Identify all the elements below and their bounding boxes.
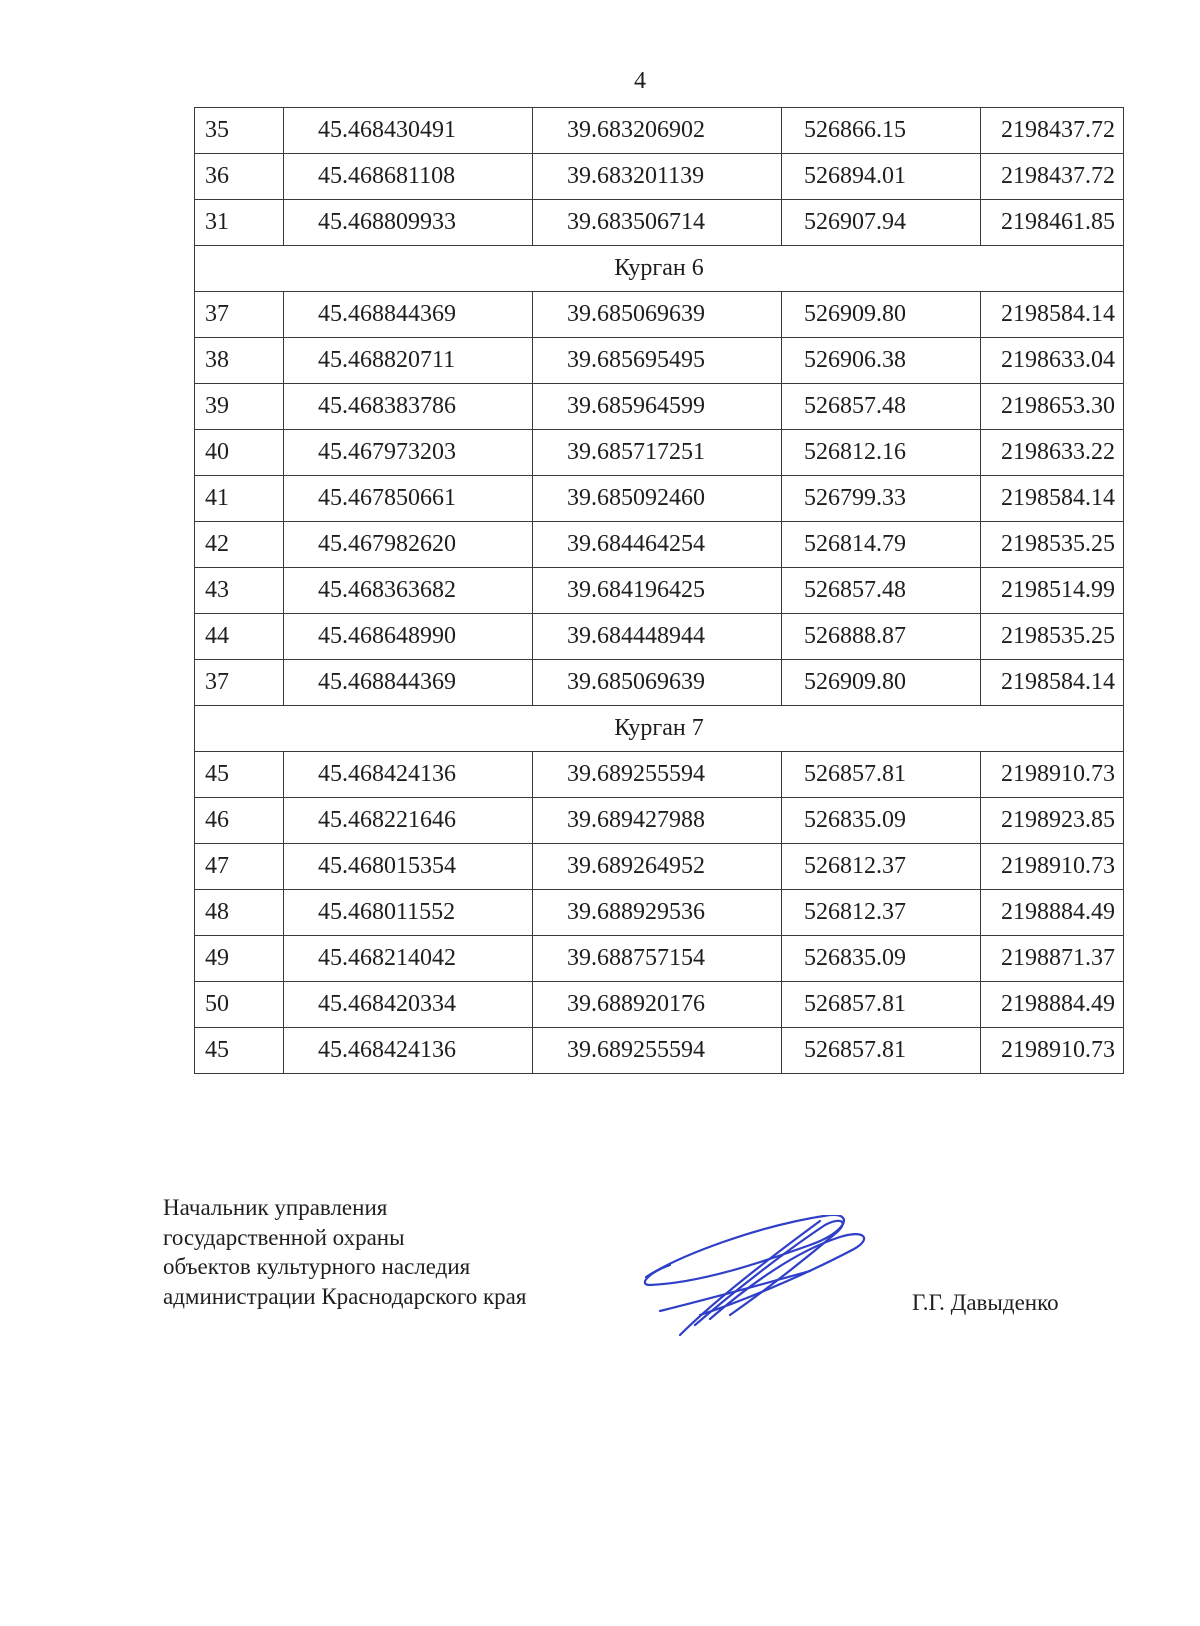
x-coordinate-cell: 526812.37 [782, 844, 981, 890]
section-header-row [195, 246, 1124, 292]
y-coordinate-cell: 2198923.85 [981, 798, 1124, 844]
table-row [195, 154, 1124, 200]
point-number-cell: 47 [195, 844, 284, 890]
x-coordinate-cell: 526835.09 [782, 798, 981, 844]
table-row [195, 982, 1124, 1028]
section-title: Курган 6 [195, 246, 1124, 292]
table-row [195, 844, 1124, 890]
point-number-cell: 37 [195, 292, 284, 338]
longitude-cell: 39.685717251 [533, 430, 782, 476]
longitude-cell: 39.688929536 [533, 890, 782, 936]
y-coordinate-cell: 2198910.73 [981, 752, 1124, 798]
longitude-cell: 39.685069639 [533, 660, 782, 706]
x-coordinate-cell: 526857.48 [782, 568, 981, 614]
table-row [195, 108, 1124, 154]
longitude-cell: 39.689255594 [533, 1028, 782, 1074]
signatory-position [163, 1193, 526, 1311]
x-coordinate-cell: 526799.33 [782, 476, 981, 522]
longitude-cell: 39.689264952 [533, 844, 782, 890]
table-row [195, 614, 1124, 660]
table-row [195, 522, 1124, 568]
section-header-row [195, 706, 1124, 752]
latitude-cell: 45.468424136 [284, 1028, 533, 1074]
longitude-cell: 39.685069639 [533, 292, 782, 338]
point-number-cell: 42 [195, 522, 284, 568]
y-coordinate-cell: 2198535.25 [981, 614, 1124, 660]
latitude-cell: 45.467973203 [284, 430, 533, 476]
page-number: 4 [634, 68, 646, 94]
y-coordinate-cell: 2198584.14 [981, 292, 1124, 338]
longitude-cell: 39.683201139 [533, 154, 782, 200]
longitude-cell: 39.685092460 [533, 476, 782, 522]
x-coordinate-cell: 526835.09 [782, 936, 981, 982]
signer-name: Г.Г. Давыденко [912, 1290, 1059, 1315]
point-number-cell: 37 [195, 660, 284, 706]
table-row [195, 798, 1124, 844]
longitude-cell: 39.683506714 [533, 200, 782, 246]
point-number-cell: 40 [195, 430, 284, 476]
latitude-cell: 45.468820711 [284, 338, 533, 384]
latitude-cell: 45.468420334 [284, 982, 533, 1028]
table-row [195, 890, 1124, 936]
y-coordinate-cell: 2198910.73 [981, 844, 1124, 890]
table-row [195, 752, 1124, 798]
table-row [195, 568, 1124, 614]
point-number-cell: 50 [195, 982, 284, 1028]
position-line: Начальник управления [163, 1195, 388, 1220]
longitude-cell: 39.684196425 [533, 568, 782, 614]
coordinates-table [194, 107, 1124, 1074]
x-coordinate-cell: 526812.16 [782, 430, 981, 476]
table-row [195, 292, 1124, 338]
y-coordinate-cell: 2198871.37 [981, 936, 1124, 982]
y-coordinate-cell: 2198535.25 [981, 522, 1124, 568]
latitude-cell: 45.468809933 [284, 200, 533, 246]
y-coordinate-cell: 2198633.22 [981, 430, 1124, 476]
position-line: объектов культурного наследия [163, 1254, 471, 1279]
longitude-cell: 39.689255594 [533, 752, 782, 798]
latitude-cell: 45.468214042 [284, 936, 533, 982]
point-number-cell: 44 [195, 614, 284, 660]
latitude-cell: 45.468221646 [284, 798, 533, 844]
y-coordinate-cell: 2198437.72 [981, 154, 1124, 200]
position-line: администрации Краснодарского края [163, 1283, 527, 1309]
x-coordinate-cell: 526866.15 [782, 108, 981, 154]
longitude-cell: 39.685695495 [533, 338, 782, 384]
x-coordinate-cell: 526812.37 [782, 890, 981, 936]
latitude-cell: 45.468383786 [284, 384, 533, 430]
x-coordinate-cell: 526888.87 [782, 614, 981, 660]
latitude-cell: 45.468648990 [284, 614, 533, 660]
longitude-cell: 39.688757154 [533, 936, 782, 982]
x-coordinate-cell: 526909.80 [782, 292, 981, 338]
point-number-cell: 38 [195, 338, 284, 384]
table-row [195, 430, 1124, 476]
table-row [195, 200, 1124, 246]
x-coordinate-cell: 526857.48 [782, 384, 981, 430]
table-row [195, 476, 1124, 522]
x-coordinate-cell: 526857.81 [782, 752, 981, 798]
table-row [195, 660, 1124, 706]
table-row [195, 338, 1124, 384]
longitude-cell: 39.684464254 [533, 522, 782, 568]
latitude-cell: 45.467982620 [284, 522, 533, 568]
y-coordinate-cell: 2198584.14 [981, 660, 1124, 706]
longitude-cell: 39.688920176 [533, 982, 782, 1028]
point-number-cell: 49 [195, 936, 284, 982]
x-coordinate-cell: 526907.94 [782, 200, 981, 246]
latitude-cell: 45.468011552 [284, 890, 533, 936]
y-coordinate-cell: 2198437.72 [981, 108, 1124, 154]
point-number-cell: 46 [195, 798, 284, 844]
y-coordinate-cell: 2198884.49 [981, 890, 1124, 936]
longitude-cell: 39.689427988 [533, 798, 782, 844]
x-coordinate-cell: 526857.81 [782, 1028, 981, 1074]
y-coordinate-cell: 2198633.04 [981, 338, 1124, 384]
longitude-cell: 39.684448944 [533, 614, 782, 660]
table-row [195, 384, 1124, 430]
y-coordinate-cell: 2198910.73 [981, 1028, 1124, 1074]
longitude-cell: 39.683206902 [533, 108, 782, 154]
x-coordinate-cell: 526906.38 [782, 338, 981, 384]
coordinates-table-body [195, 108, 1124, 1074]
point-number-cell: 43 [195, 568, 284, 614]
y-coordinate-cell: 2198584.14 [981, 476, 1124, 522]
longitude-cell: 39.685964599 [533, 384, 782, 430]
x-coordinate-cell: 526894.01 [782, 154, 981, 200]
x-coordinate-cell: 526814.79 [782, 522, 981, 568]
handwritten-signature [640, 1215, 880, 1355]
point-number-cell: 31 [195, 200, 284, 246]
point-number-cell: 36 [195, 154, 284, 200]
latitude-cell: 45.468363682 [284, 568, 533, 614]
point-number-cell: 45 [195, 752, 284, 798]
latitude-cell: 45.468430491 [284, 108, 533, 154]
latitude-cell: 45.468844369 [284, 292, 533, 338]
latitude-cell: 45.468015354 [284, 844, 533, 890]
position-line: государственной охраны [163, 1224, 405, 1250]
latitude-cell: 45.467850661 [284, 476, 533, 522]
point-number-cell: 35 [195, 108, 284, 154]
y-coordinate-cell: 2198884.49 [981, 982, 1124, 1028]
y-coordinate-cell: 2198653.30 [981, 384, 1124, 430]
latitude-cell: 45.468844369 [284, 660, 533, 706]
point-number-cell: 41 [195, 476, 284, 522]
latitude-cell: 45.468681108 [284, 154, 533, 200]
point-number-cell: 45 [195, 1028, 284, 1074]
y-coordinate-cell: 2198514.99 [981, 568, 1124, 614]
y-coordinate-cell: 2198461.85 [981, 200, 1124, 246]
table-row [195, 1028, 1124, 1074]
x-coordinate-cell: 526857.81 [782, 982, 981, 1028]
table-row [195, 936, 1124, 982]
point-number-cell: 48 [195, 890, 284, 936]
section-title: Курган 7 [195, 706, 1124, 752]
point-number-cell: 39 [195, 384, 284, 430]
latitude-cell: 45.468424136 [284, 752, 533, 798]
x-coordinate-cell: 526909.80 [782, 660, 981, 706]
